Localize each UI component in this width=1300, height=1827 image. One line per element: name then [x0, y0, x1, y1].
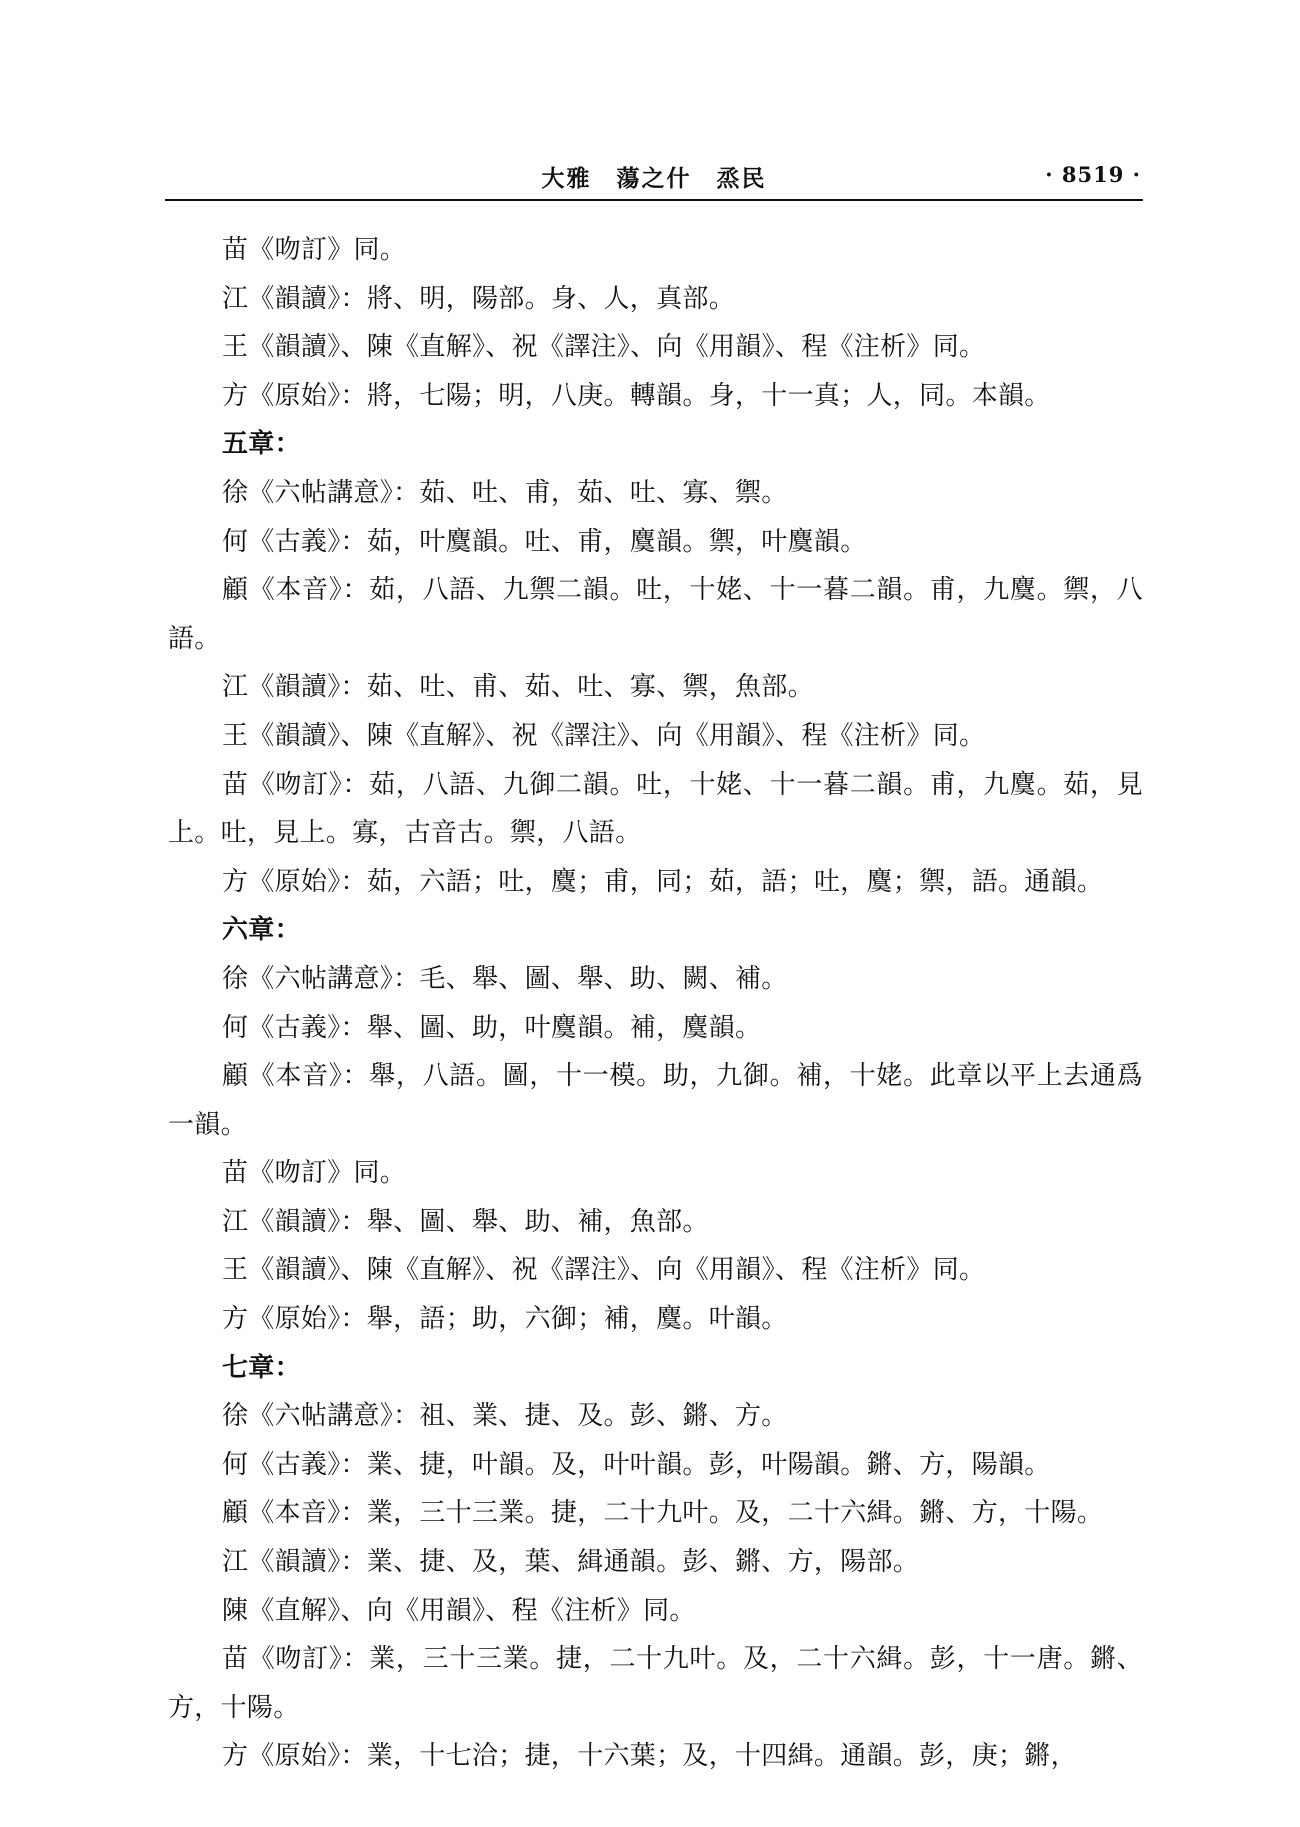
paragraph: 王《韻讀》、陳《直解》、祝《譯注》、向《用韻》、程《注析》同。 — [222, 720, 986, 751]
paragraph: 苗《吻訂》：業，三十三業。捷，二十九叶。及，二十六緝。彭，十一唐。鏘、方，十陽。 — [168, 1644, 1143, 1723]
running-title: 大雅 蕩之什 烝民 — [541, 165, 767, 192]
header-rule — [165, 199, 1143, 201]
paragraph: 方《原始》：將，七陽；明，八庚。轉韻。身，十一真；人，同。本韻。 — [222, 380, 1051, 411]
paragraph: 方《原始》：茹，六語；吐，麌；甫，同；茹，語；吐，麌；禦，語。通韻。 — [222, 866, 1104, 897]
section-heading: 七章： — [222, 1352, 301, 1383]
paragraph: 何《古義》：業、捷，叶韻。及，叶叶韻。彭，叶陽韻。鏘、方，陽韻。 — [222, 1449, 1051, 1480]
paragraph: 江《韻讀》：業、捷、及，葉、緝通韻。彭、鏘、方，陽部。 — [222, 1547, 920, 1578]
paragraph: 顧《本音》：業，三十三業。捷，二十九叶。及，二十六緝。鏘、方，十陽。 — [222, 1498, 1104, 1529]
paragraph: 江《韻讀》：舉、圖、舉、助、補，魚部。 — [222, 1206, 709, 1237]
paragraph: 苗《吻訂》同。 — [222, 235, 407, 265]
paragraph: 王《韻讀》、陳《直解》、祝《譯注》、向《用韻》、程《注析》同。 — [222, 1255, 986, 1286]
paragraph: 方《原始》：舉，語；助，六御；補，麌。叶韻。 — [222, 1304, 788, 1335]
paragraph: 徐《六帖講意》：祖、業、捷、及。彭、鏘、方。 — [222, 1401, 788, 1432]
section-heading: 五章： — [222, 429, 301, 460]
paragraph: 顧《本音》：舉，八語。圖，十一模。助，九御。補，十姥。此章以平上去通爲一韻。 — [168, 1061, 1143, 1140]
body-text — [168, 226, 1143, 1781]
paragraph: 方《原始》：業，十七洽；捷，十六葉；及，十四緝。通韻。彭，庚；鏘， — [222, 1741, 1077, 1772]
section-heading: 六章： — [222, 915, 301, 946]
paragraph: 何《古義》：舉、圖、助，叶麌韻。補，麌韻。 — [222, 1012, 762, 1043]
page-number: · 8519 · — [1045, 162, 1141, 187]
paragraph: 徐《六帖講意》：茹、吐、甫，茹、吐、寡、禦。 — [222, 477, 788, 508]
paragraph: 江《韻讀》：將、明，陽部。身、人，真部。 — [222, 283, 736, 314]
paragraph: 徐《六帖講意》：毛、舉、圖、舉、助、闕、補。 — [222, 963, 788, 994]
paragraph: 陳《直解》、向《用韻》、程《注析》同。 — [222, 1595, 696, 1626]
page-header — [165, 156, 1143, 200]
paragraph: 何《古義》：茹，叶麌韻。吐、甫，麌韻。禦，叶麌韻。 — [222, 526, 867, 557]
paragraph: 苗《吻訂》：茹，八語、九御二韻。吐，十姥、十一暮二韻。甫，九麌。茹，見上。吐，見上。寡，古音古。禦，八語。 — [168, 769, 1143, 849]
paragraph: 王《韻讀》、陳《直解》、祝《譯注》、向《用韻》、程《注析》同。 — [222, 332, 986, 363]
paragraph: 江《韻讀》：茹、吐、甫、茹、吐、寡、禦，魚部。 — [222, 672, 814, 703]
paragraph: 顧《本音》：茹，八語、九禦二韻。吐，十姥、十一暮二韻。甫，九麌。禦，八語。 — [168, 575, 1143, 654]
paragraph: 苗《吻訂》同。 — [222, 1158, 407, 1189]
